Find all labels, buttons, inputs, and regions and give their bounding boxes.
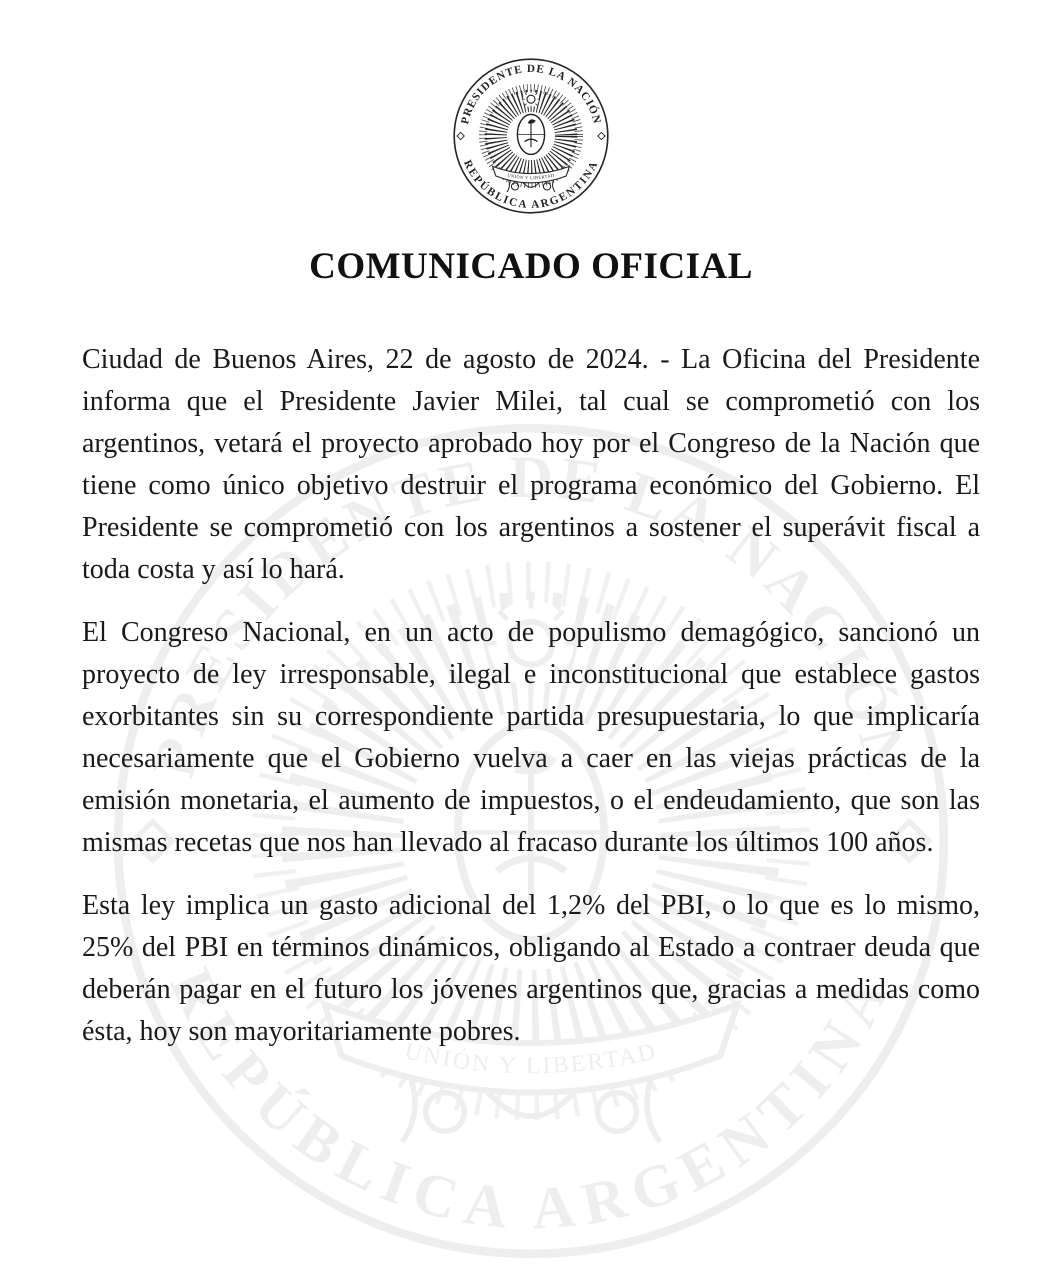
page-title: COMUNICADO OFICIAL (309, 246, 753, 287)
presidential-seal-icon (451, 56, 611, 216)
paragraph-1: Ciudad de Buenos Aires, 22 de agosto de 2024. - La Oficina del Presidente informa que el Presidente Javier Milei, tal cual se comprometió con los argentinos, vetará el proyecto aprobado hoy por el Congreso de la Nación que tiene como único objetivo destruir el programa económico del Gobierno. El Presidente se comprometió con los argentinos a sostener el superávit fiscal a toda costa y así lo hará. (82, 343, 980, 585)
paragraph-3: Esta ley implica un gasto adicional del 1,2% del PBI, o lo que es lo mismo, 25% del PBI en términos dinámicos, obligando al Estado a contraer deuda que deberán pagar en el futuro los jóvenes argentinos que, gracias a medidas como ésta, hoy son mayoritariamente pobres. (82, 889, 980, 1047)
communique-page (0, 56, 1062, 1235)
communique-body (82, 339, 980, 1053)
paragraph-2: El Congreso Nacional, en un acto de populismo demagógico, sancionó un proyecto de ley irresponsable, ilegal e inconstitucional que establece gastos exorbitantes sin su correspondiente partida presupuestaria, lo que implicaría necesariamente que el Gobierno vuelva a caer en las viejas prácticas de la emisión monetaria, el aumento de impuestos, o el endeudamiento, que son las mismas recetas que nos han llevado al fracaso durante los últimos 100 años. (82, 616, 980, 858)
